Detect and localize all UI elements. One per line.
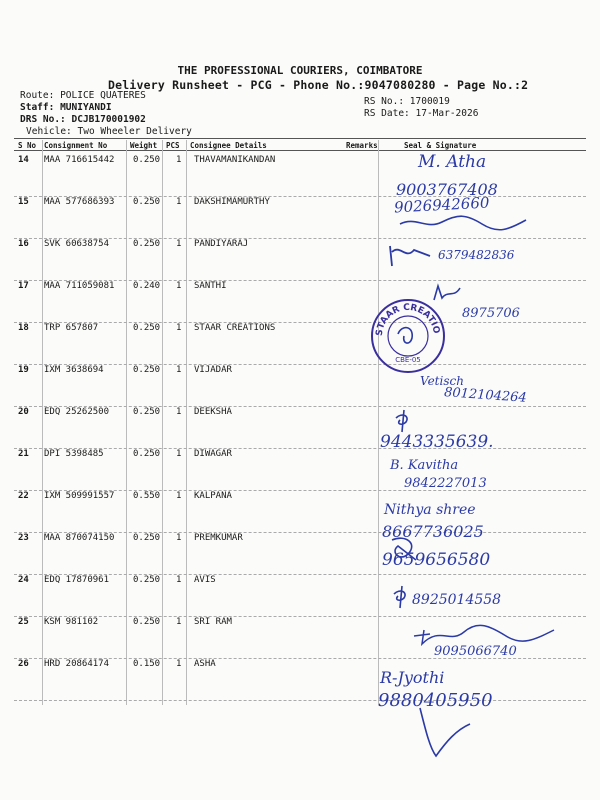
row-weight: 0.250 [133,449,161,459]
row-sno: 19 [18,365,29,375]
row-weight: 0.250 [133,155,161,165]
row-pcs: 1 [176,533,182,543]
handwritten-phone: 8925014558 [412,592,502,608]
row-consignment: MAA 711059081 [44,281,115,291]
handwritten-phone: 9842227013 [404,476,487,491]
handwritten-signature-scribble [392,408,416,434]
row-consignee: DAKSHIMAMURTHY [194,197,270,207]
row-pcs: 1 [176,407,182,417]
row-consignment: IXM 3638694 [44,365,104,375]
table-row [14,323,586,365]
table-row [14,533,586,575]
drs-line [20,114,146,125]
row-consignment: DPI 5398485 [44,449,104,459]
drs-label: DRS No.: [20,114,66,125]
rs-no-label: RS No.: [364,96,405,107]
row-weight: 0.250 [133,239,161,249]
row-pcs: 1 [176,197,182,207]
handwritten-signature-scribble [396,210,536,234]
vehicle-label: Vehicle: [26,126,72,137]
runsheet-title: Delivery Runsheet - PCG - Phone No.:9047080280 - Page No.:2 [108,78,529,92]
row-consignment: EDQ 17870961 [44,575,110,585]
handwritten-phone: 9026942660 [393,193,490,217]
handwritten-phone: 8975706 [462,306,520,321]
row-pcs: 1 [176,491,182,501]
row-pcs: 1 [176,281,182,291]
col-remarks: Remarks [346,141,378,150]
handwritten-phone: 9659656580 [382,550,491,570]
staff-value: MUNIYANDI [60,102,112,113]
vehicle-value: Two Wheeler Delivery [77,126,192,137]
table-row [14,407,586,449]
row-consignee: AVIS [194,575,216,585]
handwritten-phone: 9443335639. [380,432,494,452]
row-consignee: DIWAGAR [194,449,232,459]
row-consignee: VIJADAR [194,365,232,375]
rs-date-value: 17-Mar-2026 [415,108,479,119]
header-rule-top [14,138,586,139]
route-line [20,90,146,101]
row-pcs: 1 [176,155,182,165]
row-sno: 16 [18,239,29,249]
row-weight: 0.240 [133,281,161,291]
route-value: POLICE QUATERES [60,90,146,101]
row-pcs: 1 [176,323,182,333]
table-row [14,449,586,491]
seal-text: STAAR CREATIONS [364,289,442,337]
row-consignment: HRD 20864174 [44,659,110,669]
row-consignment: IXM 509991557 [44,491,115,501]
handwritten-signature-scribble [416,702,476,762]
row-pcs: 1 [176,617,182,627]
row-sno: 18 [18,323,29,333]
row-consignee: SANTHI [194,281,227,291]
row-weight: 0.250 [133,365,161,375]
col-sno: S No [18,141,37,150]
handwritten-phone: 9003767408 [396,180,498,199]
row-consignment: SVK 60638754 [44,239,110,249]
row-consignee: THAVAMANIKANDAN [194,155,276,165]
row-consignee: KALPANA [194,491,232,501]
vehicle-line [26,126,192,137]
table-row [14,155,586,197]
col-weight: Weight [130,141,158,150]
row-consignment: MAA 577686393 [44,197,115,207]
col-consignee: Consignee Details [190,141,267,150]
seal-subtext: CBE-05 [395,356,421,364]
row-weight: 0.150 [133,659,161,669]
row-pcs: 1 [176,449,182,459]
row-sno: 20 [18,407,29,417]
rs-date-label: RS Date: [364,108,410,119]
row-consignee: STAAR CREATIONS [194,323,276,333]
rs-date-line [364,108,478,119]
handwritten-signature-scribble [386,240,436,270]
row-consignee: PREMKUMAR [194,533,243,543]
company-title: THE PROFESSIONAL COURIERS, COIMBATORE [177,64,423,77]
row-sno: 23 [18,533,29,543]
rs-no-line [364,96,450,107]
row-sno: 21 [18,449,29,459]
row-weight: 0.250 [133,575,161,585]
handwritten-name: R-Jyothi [380,668,445,687]
handwritten-phone: 8667736025 [382,522,484,541]
row-pcs: 1 [176,659,182,669]
row-sno: 15 [18,197,29,207]
row-consignment: KSM 981102 [44,617,99,627]
table-row [14,659,586,701]
company-seal-stamp [364,289,448,376]
row-pcs: 1 [176,365,182,375]
handwritten-signature-scribble [390,584,414,610]
row-consignment: MAA 870074150 [44,533,115,543]
col-consignment: Consignment No [44,141,108,150]
row-consignee: PANDIYARAJ [194,239,249,249]
handwritten-name: Nithya shree [384,502,476,518]
row-sno: 25 [18,617,29,627]
handwritten-phone: 8012104264 [443,385,528,406]
drs-value: DCJB170001902 [71,114,146,125]
table-row [14,491,586,533]
row-sno: 24 [18,575,29,585]
row-pcs: 1 [176,575,182,585]
handwritten-name: B. Kavitha [390,458,459,473]
handwritten-name: Vetisch [420,374,464,388]
handwritten-phone: 6379482836 [438,248,515,262]
row-weight: 0.250 [133,617,161,627]
row-sno: 22 [18,491,29,501]
row-consignee: ASHA [194,659,216,669]
row-pcs: 1 [176,239,182,249]
route-label: Route: [20,90,55,101]
row-weight: 0.250 [133,533,161,543]
row-weight: 0.250 [133,197,161,207]
staff-label: Staff: [20,102,55,113]
row-consignment: EDQ 25262500 [44,407,110,417]
row-consignee: SRI RAM [194,617,232,627]
row-consignee: DEEKSHA [194,407,232,417]
row-weight: 0.550 [133,491,161,501]
row-sno: 26 [18,659,29,669]
row-rule [14,700,586,701]
handwritten-phone: 9880405950 [378,690,493,711]
row-sno: 17 [18,281,29,291]
header-rule-bottom [14,150,586,151]
staff-line [20,102,112,113]
row-weight: 0.250 [133,323,161,333]
row-consignment: MAA 716615442 [44,155,115,165]
rs-no-value: 1700019 [409,96,450,107]
handwritten-phone: 9095066740 [434,644,517,659]
handwritten-signature: M. Atha [418,152,487,172]
row-consignment: TRP 657807 [44,323,99,333]
col-pcs: PCS [166,141,180,150]
row-sno: 14 [18,155,29,165]
col-signature: Seal & Signature [404,141,477,150]
row-weight: 0.250 [133,407,161,417]
